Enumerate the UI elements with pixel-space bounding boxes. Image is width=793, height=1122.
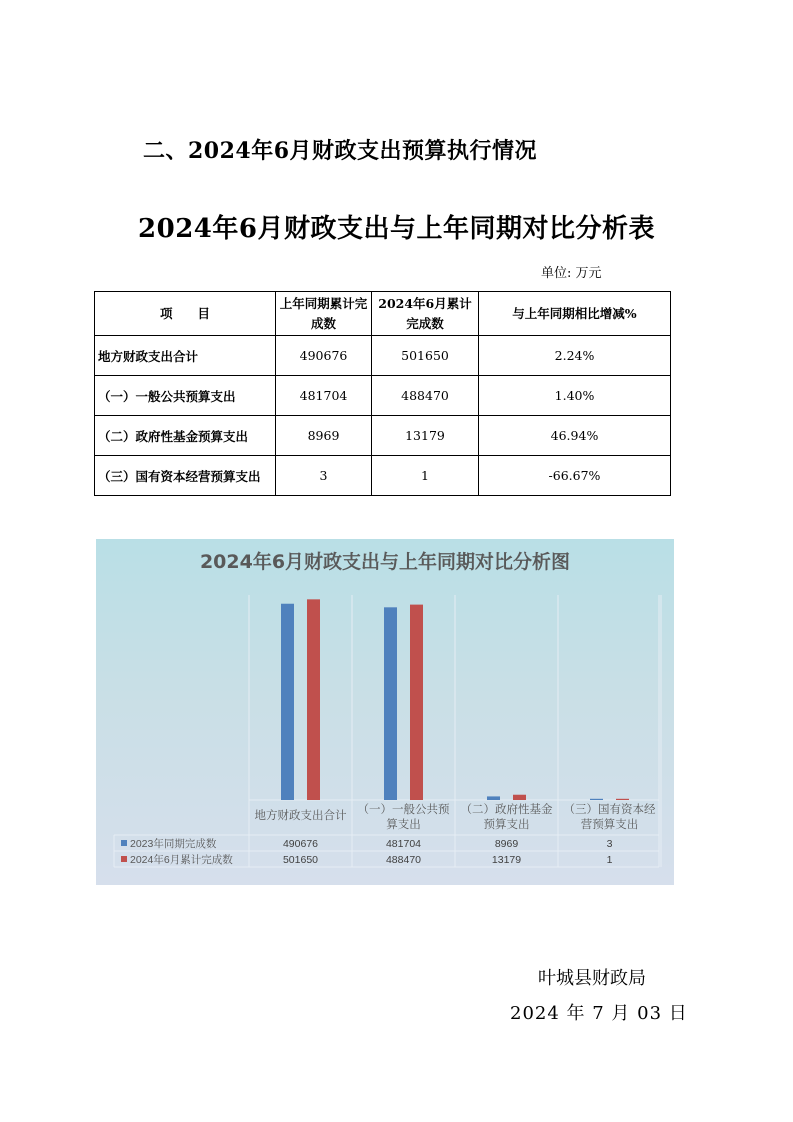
category-label: 地方财政支出合计 [254,808,347,822]
data-label: 8969 [494,838,519,850]
table-cell-item: （一）一般公共预算支出 [95,376,276,416]
table-row [95,456,671,496]
category-label: 营预算支出 [580,817,639,831]
data-label: 481704 [385,838,422,850]
bar-curr [616,799,629,800]
bar-curr [307,599,320,800]
bar-prev [487,796,500,800]
legend-key [121,856,127,862]
table-cell-curr: 501650 [372,336,479,376]
chart-title: 2024年6月财政支出与上年同期对比分析图 [199,551,571,573]
legend-key [121,840,127,846]
table-cell-curr: 488470 [372,376,479,416]
table-header-cell: 与上年同期相比增减% [479,292,671,336]
data-label: 501650 [282,854,319,866]
table-cell-item: （三）国有资本经营预算支出 [95,456,276,496]
table-cell-change: 46.94% [479,416,671,456]
table-cell-change: -66.67% [479,456,671,496]
table-cell-curr: 13179 [372,416,479,456]
table-cell-prev: 490676 [276,336,372,376]
table-header-cell: 项 目 [95,292,276,336]
table-cell-prev: 481704 [276,376,372,416]
table-cell-item: 地方财政支出合计 [95,336,276,376]
chart-canvas [96,539,674,885]
comparison-chart [96,539,674,885]
bar-prev [384,607,397,800]
table-header-row [95,292,671,336]
table-cell-curr: 1 [372,456,479,496]
comparison-table [94,291,671,496]
bar-curr [410,605,423,800]
table-header-cell: 上年同期累计完成数 [276,292,372,336]
category-label: 算支出 [386,817,421,831]
category-label: （三）国有资本经 [563,802,656,816]
legend-label: 2023年同期完成数 [130,838,217,850]
legend-label: 2024年6月累计完成数 [130,854,233,866]
document-title: 2024年6月财政支出与上年同期对比分析表 [138,214,655,244]
table-cell-change: 1.40% [479,376,671,416]
table-cell-change: 2.24% [479,336,671,376]
issuing-organization: 叶城县财政局 [538,968,646,989]
table-cell-prev: 8969 [276,416,372,456]
data-label: 13179 [491,854,522,866]
data-label: 3 [606,838,613,850]
category-label: 预算支出 [483,817,530,831]
issue-date: 2024 年 7 月 03 日 [510,1003,688,1024]
category-label: （一）一般公共预 [357,802,450,816]
table-cell-prev: 3 [276,456,372,496]
table-row [95,416,671,456]
unit-label: 单位: 万元 [541,266,602,281]
table-cell-item: （二）政府性基金预算支出 [95,416,276,456]
category-label: （二）政府性基金 [460,802,553,816]
data-label: 490676 [282,838,319,850]
table-header-cell: 2024年6月累计完成数 [372,292,479,336]
data-label: 488470 [385,854,422,866]
data-label: 1 [606,854,613,866]
table-row [95,376,671,416]
bar-curr [513,795,526,800]
table-row [95,336,671,376]
bar-prev [281,604,294,800]
bar-prev [590,799,603,800]
section-title: 二、2024年6月财政支出预算执行情况 [143,138,538,164]
